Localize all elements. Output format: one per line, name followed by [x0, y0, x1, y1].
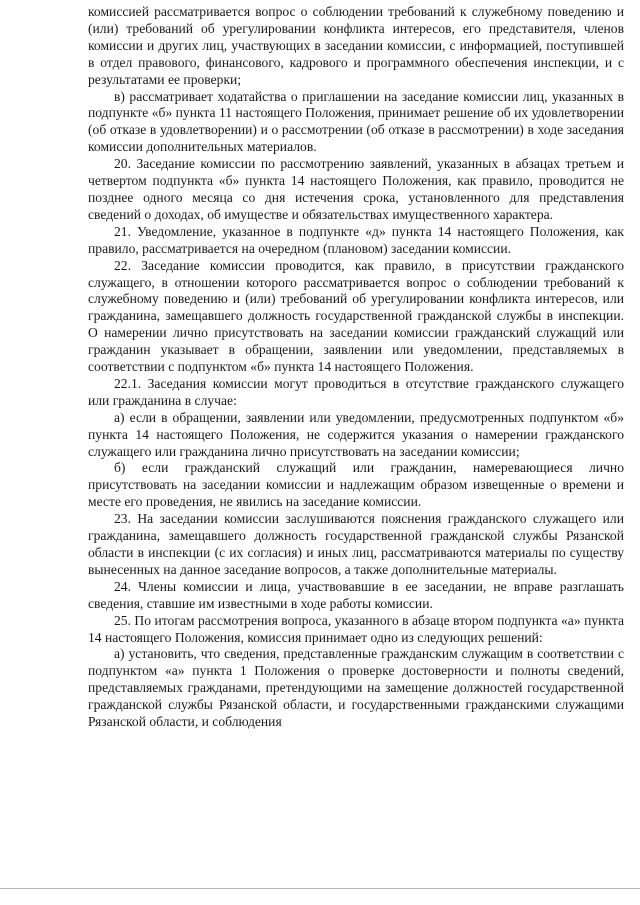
paragraph-22-1: 22.1. Заседания комиссии могут проводиться в отсутствие гражданского служащего или гражданина в случае: — [88, 375, 624, 408]
scan-bottom-edge — [0, 888, 640, 889]
paragraph-20: 20. Заседание комиссии по рассмотрению заявлений, указанных в абзацах третьем и четвертом подпункта «б» пункта 14 настоящего Положения, как правило, проводится не позднее одного месяца со дня истечения срока, установленного для представления сведений о доходах, об имуществе и обязательствах имущественного характера. — [88, 156, 624, 222]
paragraph-21: 21. Уведомление, указанное в подпункте «д» пункта 14 настоящего Положения, как правило, рассматривается на очередном (плановом) заседании комиссии. — [88, 223, 624, 256]
paragraph-19-v: в) рассматривает ходатайства о приглашении на заседание комиссии лиц, указанных в подпункте «б» пункта 11 настоящего Положения, принимает решение об их удовлетворении (об отказе в удовлетворении) и о рассмотрении (об отказе в рассмотрении) в ходе заседания комиссии дополнительных материалов. — [88, 88, 624, 155]
paragraph-25: 25. По итогам рассмотрения вопроса, указанного в абзаце втором подпункта «а» пункта 14 настоящего Положения, комиссия принимает одно из следующих решений: — [88, 612, 624, 645]
paragraph-22-1-b: б) если гражданский служащий или гражданин, намеревающиеся лично присутствовать на заседании комиссии и надлежащим образом извещенные о времени и месте его проведения, не явились на заседание комиссии. — [88, 460, 624, 510]
paragraph-24: 24. Члены комиссии и лица, участвовавшие в ее заседании, не вправе разглашать сведения, ставшие им известными в ходе работы комиссии. — [88, 578, 624, 611]
document-page — [88, 4, 624, 872]
paragraph-22: 22. Заседание комиссии проводится, как правило, в присутствии гражданского служащего, в отношении которого рассматривается вопрос о соблюдении требований к служебному поведению и (или) требований об урегулировании конфликта интересов, или гражданина, замещавшего должность государственной гражданской службы в инспекции. О намерении лично присутствовать на заседании комиссии гражданский служащий или гражданин указывает в обращении, заявлении или уведомлении, представляемых в соответствии с подпунктом «б» пункта 14 настоящего Положения. — [88, 257, 624, 375]
paragraph-continuation: комиссией рассматривается вопрос о соблюдении требований к служебному поведению и (или) требований об урегулировании конфликта интересов, его представителя, членов комиссии и других лиц, участвующих в заседании комиссии, с информацией, поступившей в отдел правового, финансового, кадрового и программного обеспечения инспекции, и с результатами ее проверки; — [88, 4, 624, 87]
paragraph-23: 23. На заседании комиссии заслушиваются пояснения гражданского служащего или гражданина, замещавшего должность государственной гражданской службы Рязанской области в инспекции (с их согласия) и иных лиц, рассматриваются материалы по существу вынесенных на данное заседание вопросов, а также дополнительные материалы. — [88, 511, 624, 577]
paragraph-22-1-a: а) если в обращении, заявлении или уведомлении, предусмотренных подпунктом «б» пункта 14 настоящего Положения, не содержится указания о намерении гражданского служащего или гражданина лично присутствовать на заседании комиссии; — [88, 409, 624, 459]
paragraph-25-a: а) установить, что сведения, представленные гражданским служащим в соответствии с подпунктом «а» пункта 1 Положения о проверке достоверности и полноты сведений, представляемых гражданами, претендующими на замещение должностей государственной гражданской службы Рязанской области, и государственными гражданскими служащими Рязанской области, и соблюдения — [88, 646, 624, 730]
